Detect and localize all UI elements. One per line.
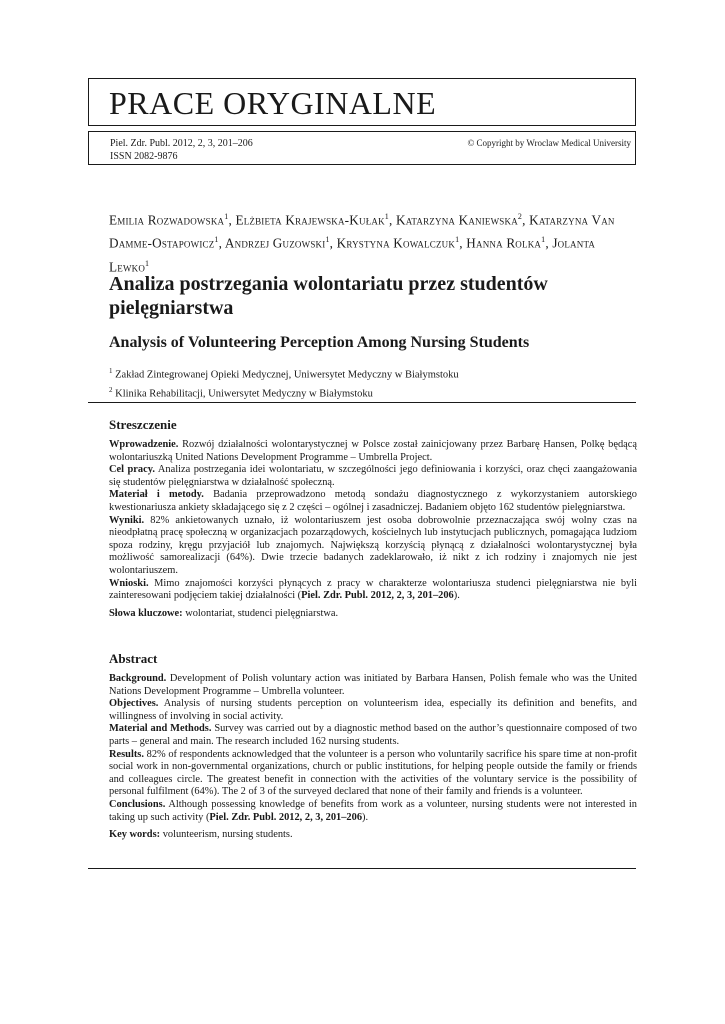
journal-meta-box <box>88 131 636 165</box>
article-title-polish: Analiza postrzegania wolontariatu przez studentów pielęgniarstwa <box>109 273 548 319</box>
section-title: PRACE ORYGINALNE <box>109 85 437 121</box>
abstract-block <box>109 651 637 842</box>
abstract-paragraph: Objectives. Analysis of nursing students perception on volunteerism idea, especially its definition and benefits, and willingness of involving in social activity. <box>109 698 637 722</box>
author-affiliation-mark: 1 <box>325 235 330 245</box>
affiliation-item: $^2$ Klinika Rehabilitacji, Uniwersytet Medyczny w Białymstoku <box>109 385 373 399</box>
issn: ISSN 2082-9876 <box>110 151 178 162</box>
author-affiliation-mark: 1 <box>455 235 460 245</box>
abstract-paragraph: Cel pracy. Analiza postrzegania idei wolontariatu, w szczególności jego definiowania i korzyści, oraz chęci zaangażowania się studentów pielęgniarstwa w działalność społeczną. <box>109 464 637 488</box>
divider-bottom <box>88 868 636 869</box>
author-name: Emilia Rozwadowska <box>109 212 225 228</box>
author-affiliation-mark: 1 <box>214 235 219 245</box>
author-affiliation-mark: 1 <box>541 235 546 245</box>
author-name: Andrzej Guzowski <box>224 235 326 251</box>
abstract-paragraph: Conclusions. Although possessing knowledge of benefits from work as a volunteer, nursing students were not interested in taking up such activity (Piel. Zdr. Publ. 2012, 2, 3, 201–206). <box>109 798 637 823</box>
author-name: Hanna Rolka <box>466 235 542 251</box>
abstract-paragraph: Wprowadzenie. Rozwój działalności wolontarystycznej w Polsce został zainicjowany przez Barbarę Hansen, Polkę będącą wolontariuszką United Nations Development Programme – Umbrella Project. <box>109 439 637 463</box>
author-affiliation-mark: 1 <box>384 212 389 221</box>
abstract-paragraph: Background. Development of Polish voluntary action was initiated by Barbara Hansen, Polish female who was the United Nations Development Programme – Umbrella volunteer. <box>109 673 637 697</box>
abstract-paragraph: Materiał i metody. Badania przeprowadzono metodą sondażu diagnostycznego z wykorzystaniem autorskiego kwestionariusza ankiety składającego się z 2 części – ogólnej i zasadniczej. Badaniem objęto 162 studentów pielęgniarstwa. <box>109 489 637 513</box>
divider-top <box>88 402 636 403</box>
keywords-line: Key words: volunteerism, nursing students. <box>109 829 293 841</box>
journal-citation-info <box>110 137 253 163</box>
abstract-paragraph: Wyniki. 82% ankietowanych uznało, iż wolontariuszem jest osoba dobrowolnie przeznaczająca swój wolny czas na nieodpłatną pracę społeczną w organizacjach pozarządowych, kościelnych lub instytucjach publicznych, pomagająca ludziom spoza rodziny, kręgu przyjaciół lub znajomych. Największą korzyścią płynącą z działalności wolontarystycznej była możliwość samorealizacji (64%). Dwie trzecie badanych zadeklarowało, iż nikt z ich rodziny i znajomych nie jest wolontariuszem. <box>109 514 637 576</box>
copyright-notice: © Copyright by Wroclaw Medical University <box>467 138 631 148</box>
abstract-paragraph: Results. 82% of respondents acknowledged that the volunteer is a person who voluntarily sacrifice his spare time at non-profit social work in non-governmental organizations, church or public institutions, for helping people outside the family or friends and colleagues circle. The greatest benefit in connection with the activities of the voluntary service is the possibility of personal fulfilment (64%). The 2 of 3 of the surveyed declared that none of their family and friends is a volunteer. <box>109 748 637 798</box>
author-name: Krystyna Kowalczuk <box>336 235 456 251</box>
affiliation-item: $^1$ Zakład Zintegrowanej Opieki Medycznej, Uniwersytet Medyczny w Białymstoku <box>109 367 459 381</box>
journal-line: Piel. Zdr. Publ. 2012, 2, 3, 201–206 <box>110 138 253 149</box>
author-affiliation-mark: 1 <box>145 258 150 268</box>
abstract-paragraph: Material and Methods. Survey was carried out by a diagnostic method based on the author’s questionnaire composed of two parts – general and main. The research included 162 nursing students. <box>109 723 637 747</box>
author-name: Katarzyna Van Damme-Ostapowicz <box>109 212 615 251</box>
author-name: Katarzyna Kaniewska <box>396 212 518 228</box>
abstract-paragraph: Wnioski. Mimo znajomości korzyści płynących z pracy w charakterze wolontariusza studenci pielęgniarstwa nie byli zainteresowani podjęciem takiej działalności (Piel. Zdr. Publ. 2012, 2, 3, 201–206). <box>109 577 637 602</box>
author-list: Emilia Rozwadowska$^1$, Elżbieta Krajewska-Kułak$^1$, Katarzyna Kaniewska$^2$, Katarzyna Van Damme-Ostapowicz$^1$, Andrzej Guzowski$^1$, Krystyna Kowalczuk$^1$, Hanna Rolka$^1$, Jolanta Lewko$^1$ <box>109 212 615 275</box>
author-affiliation-mark: 1 <box>224 212 229 221</box>
author-name: Jolanta Lewko <box>109 235 596 275</box>
abstract-heading: Abstract <box>109 651 158 666</box>
affiliations <box>109 364 629 401</box>
streszczenie-block <box>109 417 637 620</box>
streszczenie-heading: Streszczenie <box>109 417 177 432</box>
author-affiliation-mark: 2 <box>517 212 523 221</box>
article-title-english: Analysis of Volunteering Perception Among Nursing Students <box>109 334 530 351</box>
author-name: Elżbieta Krajewska-Kułak <box>235 212 385 228</box>
section-header-box <box>88 78 636 126</box>
keywords-line: Słowa kluczowe: wolontariat, studenci pielęgniarstwa. <box>109 607 339 619</box>
